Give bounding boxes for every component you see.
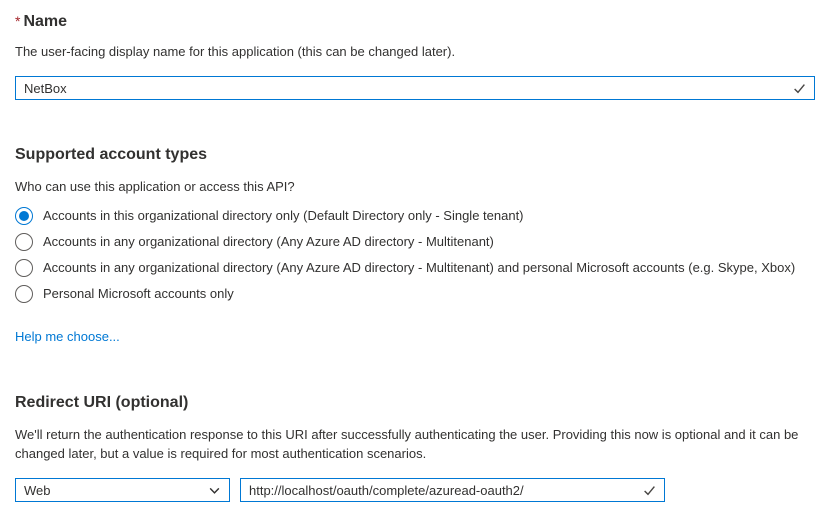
- radio-button-icon: [15, 259, 33, 277]
- name-section: [15, 11, 815, 100]
- name-input[interactable]: [16, 77, 793, 99]
- name-section-title: [15, 11, 815, 32]
- radio-option-label: Personal Microsoft accounts only: [43, 286, 234, 301]
- radio-option-multitenant[interactable]: [15, 233, 815, 251]
- radio-option-single-tenant[interactable]: [15, 207, 815, 225]
- name-title-text: Name: [23, 13, 68, 30]
- check-icon: [643, 484, 664, 497]
- radio-button-icon: [15, 285, 33, 303]
- redirect-uri-section: [15, 392, 815, 502]
- name-description: The user-facing display name for this application (this can be changed later).: [15, 44, 456, 59]
- radio-option-multitenant-personal[interactable]: [15, 259, 815, 277]
- radio-button-icon: [15, 207, 33, 225]
- required-marker: *: [15, 13, 21, 29]
- radio-option-personal-only[interactable]: [15, 285, 815, 303]
- chevron-down-icon: [208, 484, 221, 497]
- radio-button-icon: [15, 233, 33, 251]
- account-types-title: Supported account types: [15, 146, 208, 163]
- redirect-uri-title: Redirect URI (optional): [15, 394, 189, 411]
- name-input-wrap: [15, 76, 815, 100]
- radio-option-label: Accounts in any organizational directory (Any Azure AD directory - Multitenant) and personal Microsoft accounts (e.g. Skype, Xbox): [43, 260, 796, 275]
- redirect-uri-row: [15, 478, 815, 502]
- radio-option-label: Accounts in any organizational directory (Any Azure AD directory - Multitenant): [43, 234, 494, 249]
- redirect-uri-input-wrap: [240, 478, 665, 502]
- help-me-choose-link[interactable]: Help me choose...: [15, 329, 120, 344]
- redirect-uri-input[interactable]: [241, 479, 643, 501]
- radio-option-label: Accounts in this organizational directory only (Default Directory only - Single tenant): [43, 208, 524, 223]
- supported-account-types-section: [15, 144, 815, 346]
- account-types-radio-group: [15, 207, 815, 303]
- platform-select[interactable]: [15, 478, 230, 502]
- check-icon: [793, 82, 814, 95]
- platform-select-value: Web: [24, 482, 51, 498]
- account-types-question: Who can use this application or access this API?: [15, 179, 295, 194]
- redirect-uri-description: We'll return the authentication response to this URI after successfully authenticating the user. Providing this now is optional and it can be changed later, but a value is required for most authentication scenarios.: [15, 427, 799, 461]
